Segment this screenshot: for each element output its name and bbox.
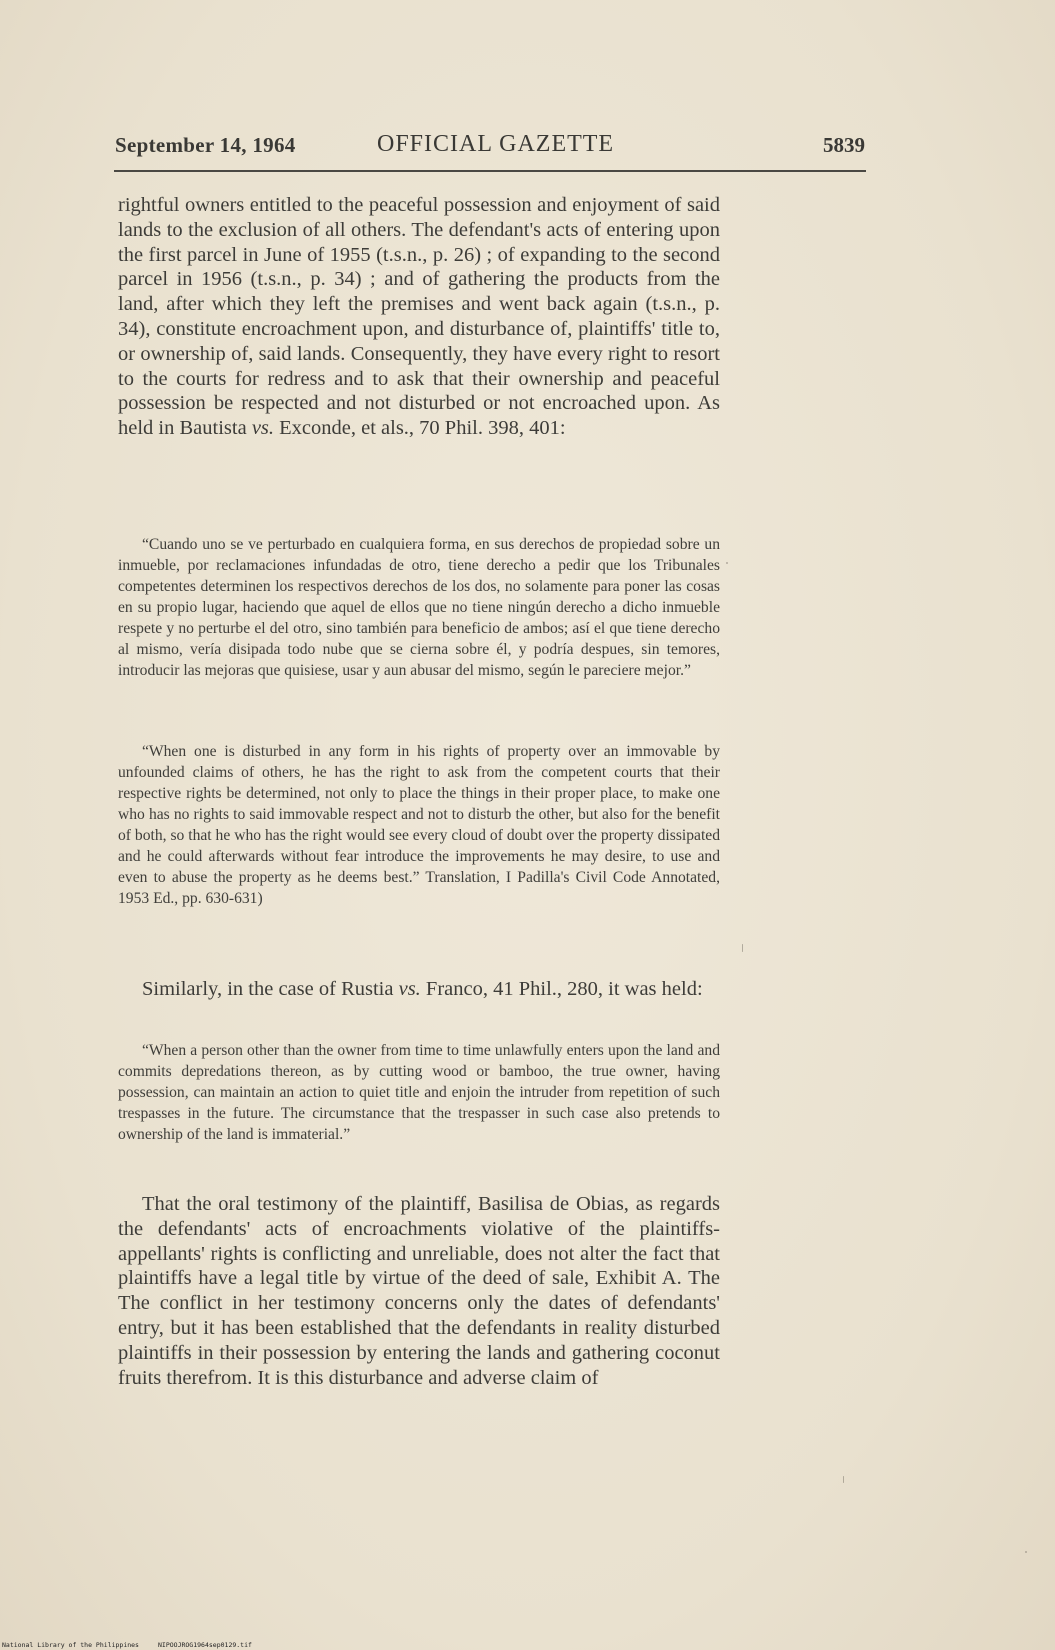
- paper-speck: [1025, 1551, 1027, 1553]
- paper-speck: [843, 1476, 844, 1483]
- block-quote-translation: “When one is disturbed in any form in his rights of property over an immovable by unfounded claims of others, he has the right to ask from the competent courts that their respective rights be determined, not only to place the things in their proper place, to make one who has no rights to said immovable respect and not to disturb the other, but also for the benefit of both, so that he who has the right would see every cloud of doubt over the property dissipated and he could afterwards without fear introduce the improvements he may desire, to use and even to abuse the property as he deems best.” Translation, I Padilla's Civil Code Annotated, 1953 Ed., pp. 630-631): [118, 743, 720, 907]
- header-date: September 14, 1964: [115, 133, 296, 157]
- paper-speck: [742, 944, 743, 952]
- paragraph-1-citation: Exconde, et als., 70 Phil. 398, 401:: [274, 417, 566, 440]
- paragraph-2-text: Similarly, in the case of Rustia: [142, 978, 399, 1000]
- header-rule: [114, 170, 866, 172]
- page-header: [115, 133, 865, 165]
- paragraph-2-citation: Franco, 41 Phil., 280, it was held:: [420, 978, 703, 1000]
- page-number: 5839: [823, 133, 865, 157]
- body-paragraph-2: [118, 977, 720, 1002]
- body-paragraph-3: That the oral testimony of the plaintiff, Basilisa de Obias, as regards the defendants' acts of encroachments violative of the plaintiffs-appellants' rights is conflicting and unreliable, does not alter the fact that plaintiffs have a legal title by virtue of the deed of sale, Exhibit A. The The conflict in her testimony concerns only the dates of defendants' entry, but it has been established that the defendants in reality disturbed plaintiffs in their possession by entering the lands and gathering coconut fruits therefrom. It is this disturbance and adverse claim of: [118, 1193, 720, 1389]
- paragraph-1-text: rightful owners entitled to the peaceful possession and enjoyment of said lands to the exclusion of all others. The defendant's acts of entering upon the first parcel in June of 1955 (t.s.n., p. 26) ; of expanding to the second parcel in 1956 (t.s.n., p. 34) ; and of gathering the products from the land, after which they left the premises and went back again (t.s.n., p. 34), constitute encroachment upon, and disturbance of, plaintiffs' title to, or ownership of, said lands. Consequently, they have every right to resort to the courts for redress and to ask that their ownership and peaceful possession be respected and not disturbed or not encroached upon. As held in Bautista: [118, 194, 720, 440]
- publication-title: OFFICIAL GAZETTE: [377, 131, 615, 157]
- body-paragraph-1: [118, 193, 720, 441]
- scan-source-label: National Library of the Philippines: [2, 1641, 139, 1649]
- paragraph-2-vs: vs.: [398, 978, 421, 1000]
- block-quote-spanish: “Cuando uno se ve perturbado en cualquiera forma, en sus derechos de propiedad sobre un inmueble, por reclamaciones infundadas de otro, tiene derecho a pedir que los Tribunales competentes determinen los respectivos derechos de los dos, no solamente para poner las cosas en su propio lugar, haciendo que aquel de ellos que no tiene ningún derecho a dicho inmueble respete y no perturbe el del otro, sino también para beneficio de ambos; así el que tiene derecho al mismo, vería disipada todo nube que se cierna sobre él, y podría despues, sin temores, introducir las mejoras que quisiese, usar y aun abusar del mismo, según le pareciere mejor.”: [118, 536, 720, 679]
- paragraph-1-vs: vs.: [251, 417, 275, 440]
- block-quote-rustia: “When a person other than the owner from time to time unlawfully enters upon the land and commits depredations thereon, as by cutting wood or bamboo, the true owner, having possession, can maintain an action to quiet title and enjoin the intruder from repetition of such trespasses in the future. The circumstance that the trespasser in such case also pretends to ownership of the land is immaterial.”: [118, 1042, 720, 1143]
- scan-file-id: NIPOOJROG1964sep0129.tif: [158, 1641, 252, 1649]
- paper-speck: [726, 562, 728, 564]
